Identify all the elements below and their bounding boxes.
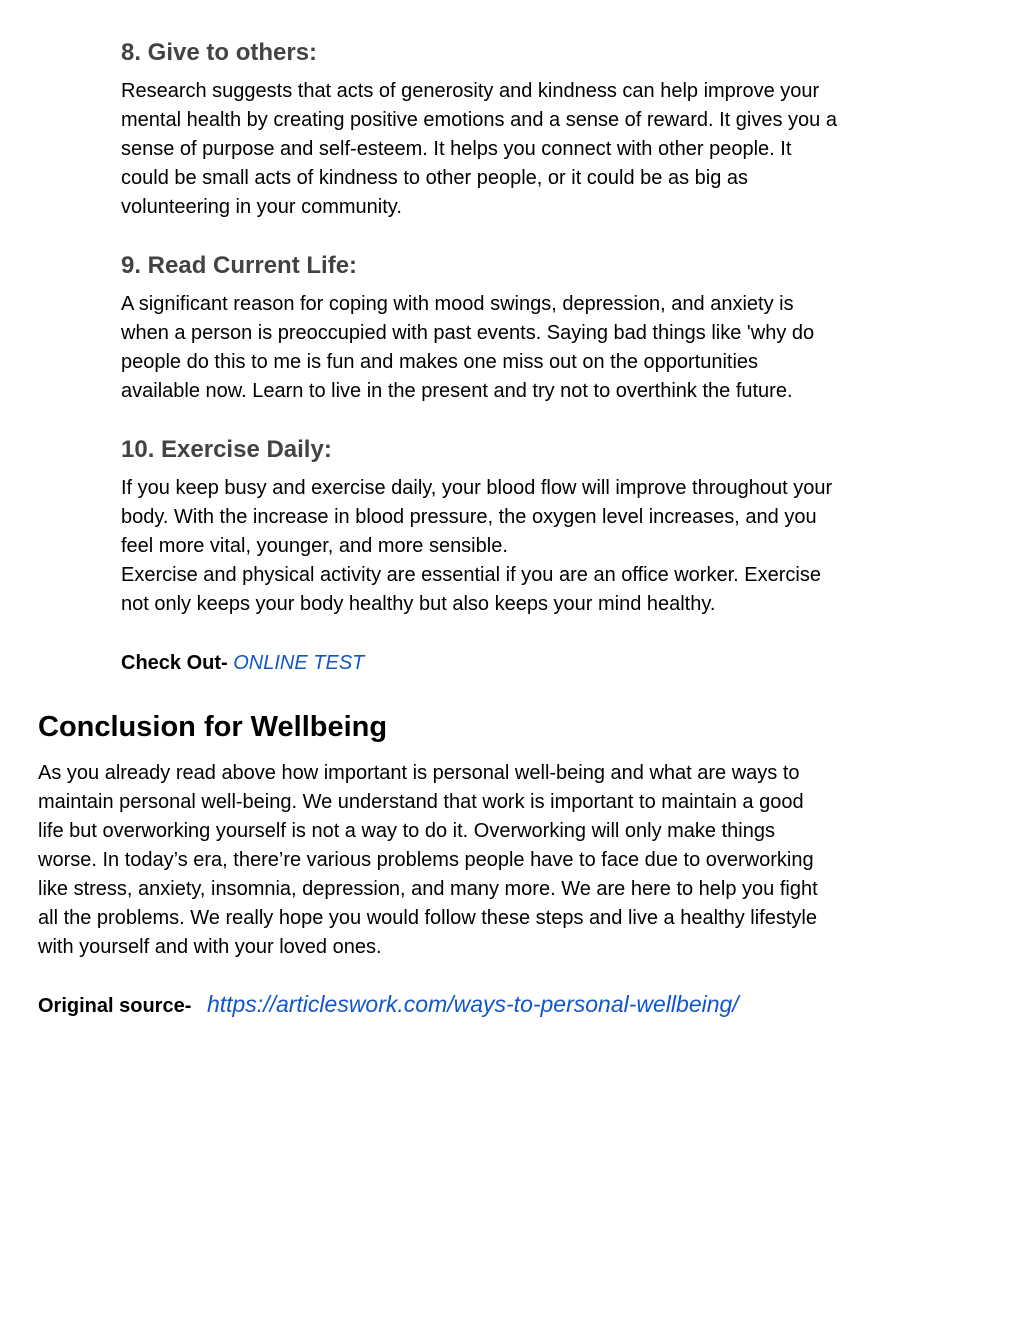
check-out-label: Check Out- <box>121 652 228 674</box>
body-line: feel more vital, younger, and more sensible. <box>121 535 508 557</box>
body-line: when a person is preoccupied with past events. Saying bad things like 'why do <box>121 322 815 344</box>
section-exercise-daily <box>121 435 911 619</box>
section-read-current-life <box>121 251 911 406</box>
section-body <box>121 290 911 406</box>
body-line: If you keep busy and exercise daily, your blood flow will improve throughout your <box>121 477 833 499</box>
original-source-link[interactable]: https://articleswork.com/ways-to-personal-wellbeing/ <box>206 991 739 1017</box>
check-out-line <box>121 650 364 676</box>
body-line: life but overworking yourself is not a way to do it. Overworking will only make things <box>38 820 775 842</box>
conclusion-heading: Conclusion for Wellbeing <box>38 711 388 743</box>
body-line: mental health by creating positive emotions and a sense of reward. It gives you a <box>121 109 837 131</box>
body-line: like stress, anxiety, insomnia, depression, and many more. We are here to help you fight <box>38 878 818 900</box>
body-line: A significant reason for coping with mood swings, depression, and anxiety is <box>121 293 794 315</box>
body-line: sense of purpose and self-esteem. It helps you connect with other people. It <box>121 138 792 160</box>
body-line: Research suggests that acts of generosity and kindness can help improve your <box>121 80 820 102</box>
body-line: As you already read above how important is personal well-being and what are ways to <box>38 762 800 784</box>
section-give-to-others <box>121 38 911 222</box>
body-line: not only keeps your body healthy but also keeps your mind healthy. <box>121 593 716 615</box>
online-test-link[interactable]: ONLINE TEST <box>233 652 365 674</box>
original-source-line <box>38 990 739 1020</box>
body-line: maintain personal well-being. We understand that work is important to maintain a good <box>38 791 804 813</box>
section-heading: 9. Read Current Life: <box>121 252 358 279</box>
body-line: could be small acts of kindness to other people, or it could be as big as <box>121 167 749 189</box>
body-line: people do this to me is fun and makes one miss out on the opportunities <box>121 351 759 373</box>
body-line: body. With the increase in blood pressure, the oxygen level increases, and you <box>121 506 817 528</box>
conclusion-section <box>38 709 908 962</box>
body-line: worse. In today’s era, there’re various problems people have to face due to overworking <box>38 849 814 871</box>
body-line: available now. Learn to live in the present and try not to overthink the future. <box>121 380 793 402</box>
body-line: Exercise and physical activity are essential if you are an office worker. Exercise <box>121 564 821 586</box>
section-body <box>121 474 911 619</box>
body-line: volunteering in your community. <box>121 196 402 218</box>
body-line: all the problems. We really hope you would follow these steps and live a healthy lifestyle <box>38 907 817 929</box>
section-heading: 8. Give to others: <box>121 39 318 66</box>
conclusion-body <box>38 759 908 962</box>
original-source-label: Original source- <box>38 995 192 1017</box>
body-line: with yourself and with your loved ones. <box>38 936 382 958</box>
section-body <box>121 77 911 222</box>
section-heading: 10. Exercise Daily: <box>121 436 332 463</box>
